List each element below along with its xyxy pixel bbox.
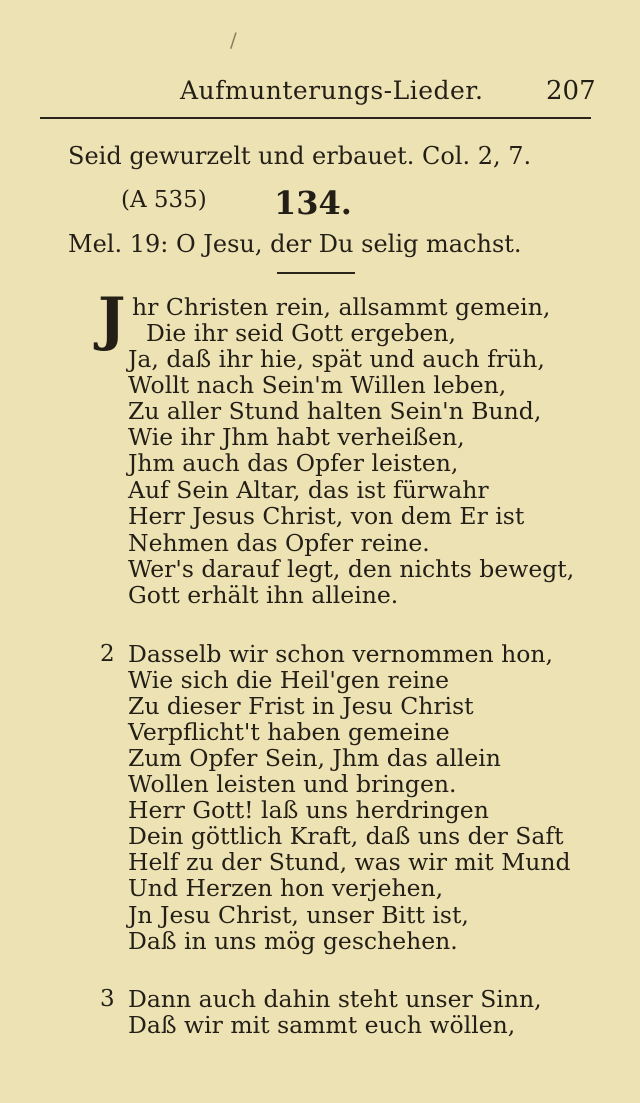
header-rule [40, 117, 591, 119]
verse-line: Zu aller Stund halten Sein'n Bund, [128, 397, 542, 425]
running-head: Aufmunterungs-Lieder. [180, 76, 484, 105]
verse-line: Herr Jesus Christ, von dem Er ist [128, 502, 525, 530]
verse-line: Daß in uns mög geschehen. [128, 927, 458, 955]
verse-line: Und Herzen hon verjehen, [128, 874, 444, 902]
page-mark: / [230, 28, 237, 52]
verse-line: Wer's darauf legt, den nichts bewegt, [128, 555, 575, 583]
verse-line: Daß wir mit sammt euch wöllen, [128, 1011, 516, 1039]
verse-line: Helf zu der Stund, was wir mit Mund [128, 848, 571, 876]
verse-line: Verpflicht't haben gemeine [128, 718, 450, 746]
verse-line: Jn Jesu Christ, unser Bitt ist, [128, 901, 469, 929]
verse-line: Wie sich die Heil'gen reine [128, 666, 450, 694]
verse-line: Zum Opfer Sein, Jhm das allein [128, 744, 501, 772]
verse-line: Wollt nach Sein'm Willen leben, [128, 371, 507, 399]
hymn-number: 134. [274, 184, 352, 222]
verse-line: Wollen leisten und bringen. [128, 770, 457, 798]
drop-initial: J [98, 285, 126, 353]
verse-line: Dein göttlich Kraft, daß uns der Saft [128, 822, 564, 850]
verse-line: hr Christen rein, allsammt gemein, [132, 293, 551, 321]
verse-number: 2 [100, 641, 115, 667]
verse-line: Jhm auch das Opfer leisten, [128, 449, 459, 477]
verse-line: Nehmen das Opfer reine. [128, 529, 430, 557]
verse-line: Wie ihr Jhm habt verheißen, [128, 423, 465, 451]
verse-line: Herr Gott! laß uns herdringen [128, 796, 489, 824]
verse-number: 3 [100, 986, 115, 1012]
motto: Seid gewurzelt und erbauet. Col. 2, 7. [68, 142, 532, 170]
melody-line: Mel. 19: O Jesu, der Du selig machst. [68, 230, 522, 258]
verse-line: Die ihr seid Gott ergeben, [146, 319, 457, 347]
verse-line: Dann auch dahin steht unser Sinn, [128, 985, 542, 1013]
page-number: 207 [546, 76, 596, 106]
verse-line: Zu dieser Frist in Jesu Christ [128, 692, 474, 720]
verse-line: Ja, daß ihr hie, spät und auch früh, [128, 345, 545, 373]
hymn-reference: (A 535) [121, 187, 207, 213]
verse-line: Dasselb wir schon vernommen hon, [128, 640, 554, 668]
verse-line: Auf Sein Altar, das ist fürwahr [128, 476, 489, 504]
title-rule [277, 272, 355, 274]
verse-line: Gott erhält ihn alleine. [128, 581, 399, 609]
